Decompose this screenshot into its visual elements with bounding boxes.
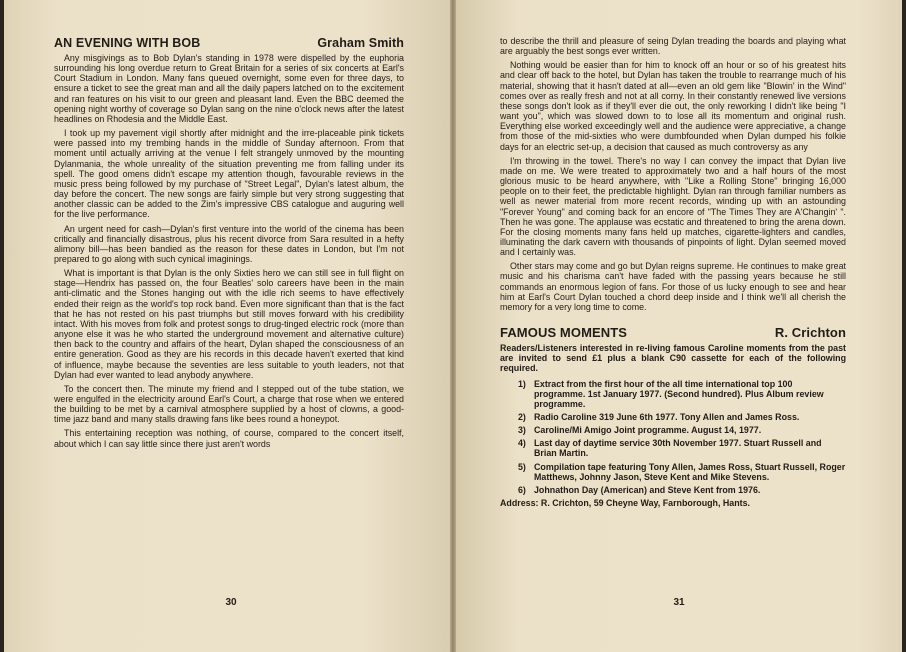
paragraph: What is important is that Dylan is the only Sixties hero we can still see in full flight on stage—Hendrix has passed on, the four Beatles' solo careers have been in the main anti-climatic and the Stones hanging out with the idle rich seems to have effectively ended their reign as the world's top rock band. Even more significant than that is the fact that he has not rested on his past triumphs but still moves forward with his credibility intact. With his moves from folk and protest songs to drug-tinged electric rock (more than anyone else it was he who started the underground movement and alternative culture) then back to the country and affairs of the heart, Dylan shaped the consciousness of an entire generation. Good as they are his records in this decade haven't exerted that kind of influence, maybe because the seventies are less suitable to youth leaders, not that Dylan had ever wanted to lead anybody anywhere. [54,268,404,380]
list-item-text: Compilation tape featuring Tony Allen, James Ross, Stuart Russell, Roger Matthews, Johnny Jason, Steve Kent and Mike Stevens. [534,461,846,482]
list-item-text: Radio Caroline 319 June 6th 1977. Tony Allen and James Ross. [534,412,800,422]
article-author: Graham Smith [317,36,404,50]
list-item-text: Extract from the first hour of the all time international top 100 programme. 1st January 1977. (Second hundred). Plus Album review programme. [534,378,824,409]
list-item-text: Last day of daytime service 30th November 1977. Stuart Russell and Brian Martin. [534,438,822,459]
section-intro: Readers/Listeners interested in re-living famous Caroline moments from the past are invited to send £1 plus a blank C90 cassette for each of the following required. [500,343,846,374]
list-item [518,412,846,422]
postal-address: Address: R. Crichton, 59 Cheyne Way, Farnborough, Hants. [500,498,751,509]
page-number: 31 [673,597,685,608]
section-heading [500,325,846,340]
right-page [456,0,902,652]
paragraph: I'm throwing in the towel. There's no way I can convey the impact that Dylan live made on me. We were treated to approximately two and a half hours of the most glorious music to be heard anywhere, with "Like a Rolling Stone" bringing 16,000 people on to their feet, the predictable highlight. Dylan ran through familiar numbers as well as newer material from more recent records, winding up with an astounding "Forever Young" and coming back for an encore of "The Times They are A'Changin' ". Then he was gone. The applause was ecstatic and threatened to bring the arena down. For the closing moments many fans held up matches, cigarette-lighters and candles, illuminating the dark cavern with thousands of pinpoints of light. Dylan seemed moved and I certainly was. [500,155,846,258]
article-continuation [500,36,846,312]
list-item [518,462,846,482]
list-item [518,485,846,495]
paragraph: I took up my pavement vigil shortly after midnight and the irre-placeable pink tickets were passed into my trembing hands in the middle of Sunday afternoon. From that moment until actually arriving at the venue I felt strangely unmoved by the mounting Dylanmania, the whole unreality of the situation preventing me from falling under its spell. The good omens didn't escape my attention though, favourable reviews in the music press being followed by my purchase of "Street Legal", Dylan's latest album, the day before the concert. The new songs are fairly simple but very strong suggesting that another classic can be added to the Zim's impressive CBS catalogue and auguring well for the live performance. [54,128,404,220]
list-item-number: 3) [518,425,526,436]
list-item-number: 5) [518,461,526,472]
paragraph: Nothing would be easier than for him to knock off an hour or so of his greatest hits and clear off back to the hotel, but Dylan has taken the trouble to rearrange much of his material, showing that it hasn't dated at all—even an old gem like "Blowin' in the Wind" comes over as really fresh and not at all corny. In their constantly renewed live versions these songs don't look as if they'll ever die out, the only reworking I didn't like being "I want you", which was slowed down to to lose all its momentum and original rush. Everything else worked exceedingly well and the audience were appreciative, a change from those of the mid-sixties who were dumbfounded when Dylan dumped his folkie days for an electric set-up, a decision that caused as much controversy as any [500,60,846,152]
left-page [4,0,450,652]
article-heading [54,36,404,50]
list-item [518,379,846,409]
article-title: AN EVENING WITH BOB [54,36,201,50]
moments-list [500,379,846,496]
list-item-number: 2) [518,412,526,422]
list-item-text: Johnathon Day (American) and Steve Kent from 1976. [534,484,761,495]
list-item [518,438,846,458]
paragraph: This entertaining reception was nothing, of course, compared to the concert itself, about which I can say little since there just aren't words [54,428,404,449]
list-item-number: 1) [518,378,526,389]
list-item [518,425,846,435]
paragraph: Any misgivings as to Bob Dylan's standing in 1978 were dispelled by the euphoria surrounding his long overdue return to Great Britain for a series of six concerts at Earl's Court Stadium in London. Many fans queued overnight, some even for three days, to ensure a ticket to see the great man and all the daily papers latched on to the excitement and ran features on his visit to our green and pleasant land. Even the BBC deemed the opening night worthy of coverage so Dylan sang on the nine o'clock news after the latest headlines on Rhodesia and the Middle East. [54,53,404,124]
list-item-number: 6) [518,484,526,495]
list-item-number: 4) [518,438,526,449]
paragraph: Other stars may come and go but Dylan reigns supreme. He continues to make great music and his charisma can't have faded with the passing years because he still commands an enormous legion of fans. For those of us lucky enough to see and hear him at Earl's Court Dylan touched a chord deep inside and I think we'll all cherish the memory for a very long time to come. [500,261,846,312]
section-author: R. Crichton [774,325,846,341]
article-body [54,53,404,449]
section-title: FAMOUS MOMENTS [500,325,628,341]
paragraph: An urgent need for cash—Dylan's first venture into the world of the cinema has been critically and financially disastrous, plus his recent divorce from Sara resulted in a hefty alimony bill—has been bandied as the reason for these dates in London, but I'm not prepared to go along with such cynical imaginings. [54,223,404,264]
page-number: 30 [225,597,237,608]
list-item-text: Caroline/Mi Amigo Joint programme. August 14, 1977. [534,425,762,436]
paragraph: to describe the thrill and pleasure of seing Dylan treading the boards and playing what are arguably the best songs ever written. [500,36,846,57]
paragraph: To the concert then. The minute my friend and I stepped out of the tube station, we were engulfed in the electricity around Earl's Court, a charge that rose when we entered the building to be met by a carnival atmosphere supplied by a host of clowns, a good-time jazz band and many stalls drawing fans like bees round a honeypot. [54,383,404,425]
